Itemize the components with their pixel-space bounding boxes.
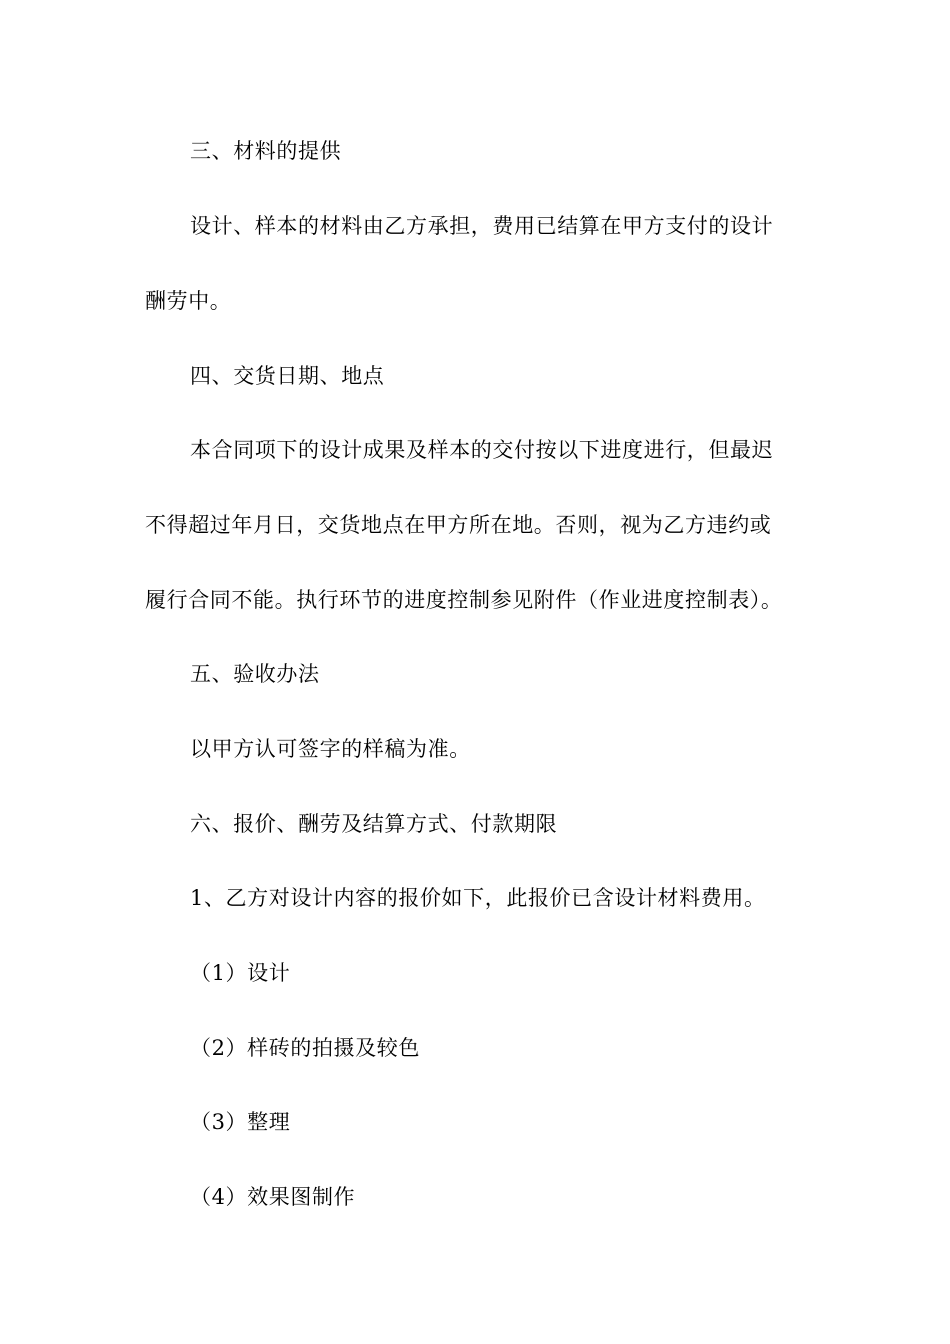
section-heading-acceptance: 五、验收办法 bbox=[190, 662, 320, 686]
list-item: （1）设计 bbox=[190, 961, 291, 985]
paragraph-line: 本合同项下的设计成果及样本的交付按以下进度进行，但最迟 bbox=[190, 438, 774, 462]
list-item: （2）样砖的拍摄及较色 bbox=[190, 1036, 420, 1060]
list-item: （3）整理 bbox=[190, 1110, 291, 1134]
paragraph-line: 履行合同不能。执行环节的进度控制参见附件（作业进度控制表）。 bbox=[145, 588, 783, 612]
paragraph-line: 设计、样本的材料由乙方承担，费用已结算在甲方支付的设计 bbox=[190, 214, 774, 238]
section-heading-materials: 三、材料的提供 bbox=[190, 139, 342, 163]
list-item: （4）效果图制作 bbox=[190, 1185, 356, 1209]
paragraph-line: 1、乙方对设计内容的报价如下，此报价已含设计材料费用。 bbox=[190, 886, 766, 910]
paragraph-line: 不得超过年月日，交货地点在甲方所在地。否则，视为乙方违约或 bbox=[145, 513, 772, 537]
section-heading-pricing: 六、报价、酬劳及结算方式、付款期限 bbox=[190, 812, 558, 836]
paragraph-line: 酬劳中。 bbox=[145, 289, 232, 313]
paragraph-line: 以甲方认可签字的样稿为准。 bbox=[190, 737, 471, 761]
section-heading-delivery: 四、交货日期、地点 bbox=[190, 364, 385, 388]
